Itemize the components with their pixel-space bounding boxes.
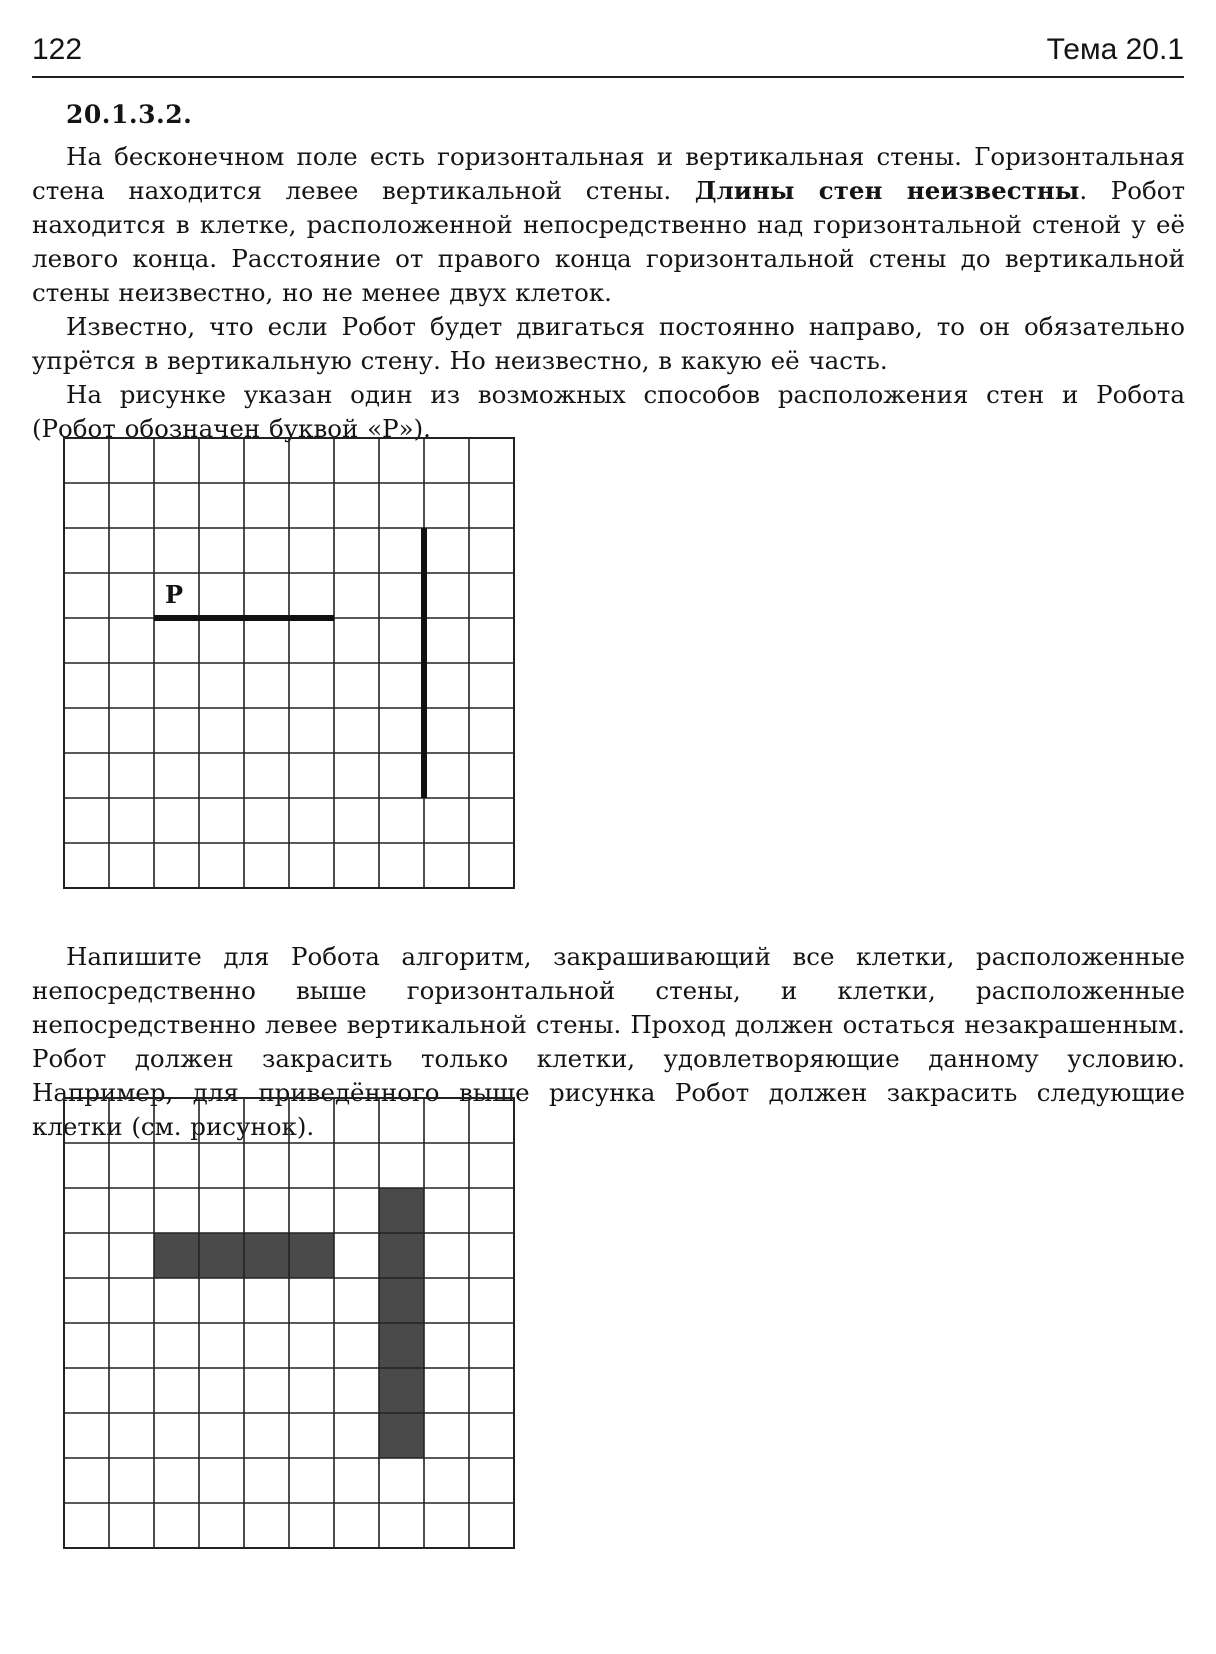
paragraph-text: На бесконечном поле есть горизонтальная и вертикальная стены. Горизонтальная стена находится левее вертикальной стены. [32, 142, 1185, 205]
figure-shaded-cells [62, 1096, 516, 1550]
shaded-cell [379, 1413, 424, 1458]
bold-text: Длины стен неизвестны [694, 176, 1080, 205]
page-number: 122 [32, 33, 83, 66]
problem-number: 20.1.3.2. [66, 100, 193, 129]
robot-label: Р [165, 580, 184, 609]
paragraph-text: Известно, что если Робот будет двигаться постоянно направо, то он обязательно упрётся в вертикальную стену. Но неизвестно, в какую её часть. [32, 312, 1185, 375]
shaded-cell [244, 1233, 289, 1278]
shaded-cell [379, 1188, 424, 1233]
shaded-cell [379, 1233, 424, 1278]
shaded-cell [379, 1323, 424, 1368]
shaded-cell [289, 1233, 334, 1278]
paragraph-text: Напишите для Робота алгоритм, закрашивающий все клетки, расположенные непосредственно выше горизонтальной стены, и клетки, расположенные непосредственно левее вертикальной стены. Проход должен остаться незакрашенным. Робот должен закрасить только клетки, удовлетворяющие данному условию. Например, для приведённого выше рисунка Робот должен закрасить следующие клетки (см. рисунок). [32, 942, 1185, 1141]
paragraphs_before-paragraph [32, 140, 1185, 310]
figure-walls-and-robot [62, 436, 516, 890]
paragraph-text: . Робот находится в клетке, расположенной непосредственно над горизонтальной стеной у её левого конца. Расстояние от правого конца горизонтальной стены до вертикальной стены неизвестно, но не менее двух клеток. [32, 176, 1185, 307]
paragraph-text: На рисунке указан один из возможных способов расположения стен и Робота (Робот обозначен буквой «Р»). [32, 380, 1185, 443]
paragraphs_before-paragraph [32, 310, 1185, 378]
page-header [32, 24, 1184, 78]
shaded-cell [154, 1233, 199, 1278]
shaded-cell [199, 1233, 244, 1278]
topic-title: Тема 20.1 [1046, 33, 1184, 66]
problem-statement [32, 140, 1185, 446]
shaded-cell [379, 1278, 424, 1323]
shaded-cell [379, 1368, 424, 1413]
